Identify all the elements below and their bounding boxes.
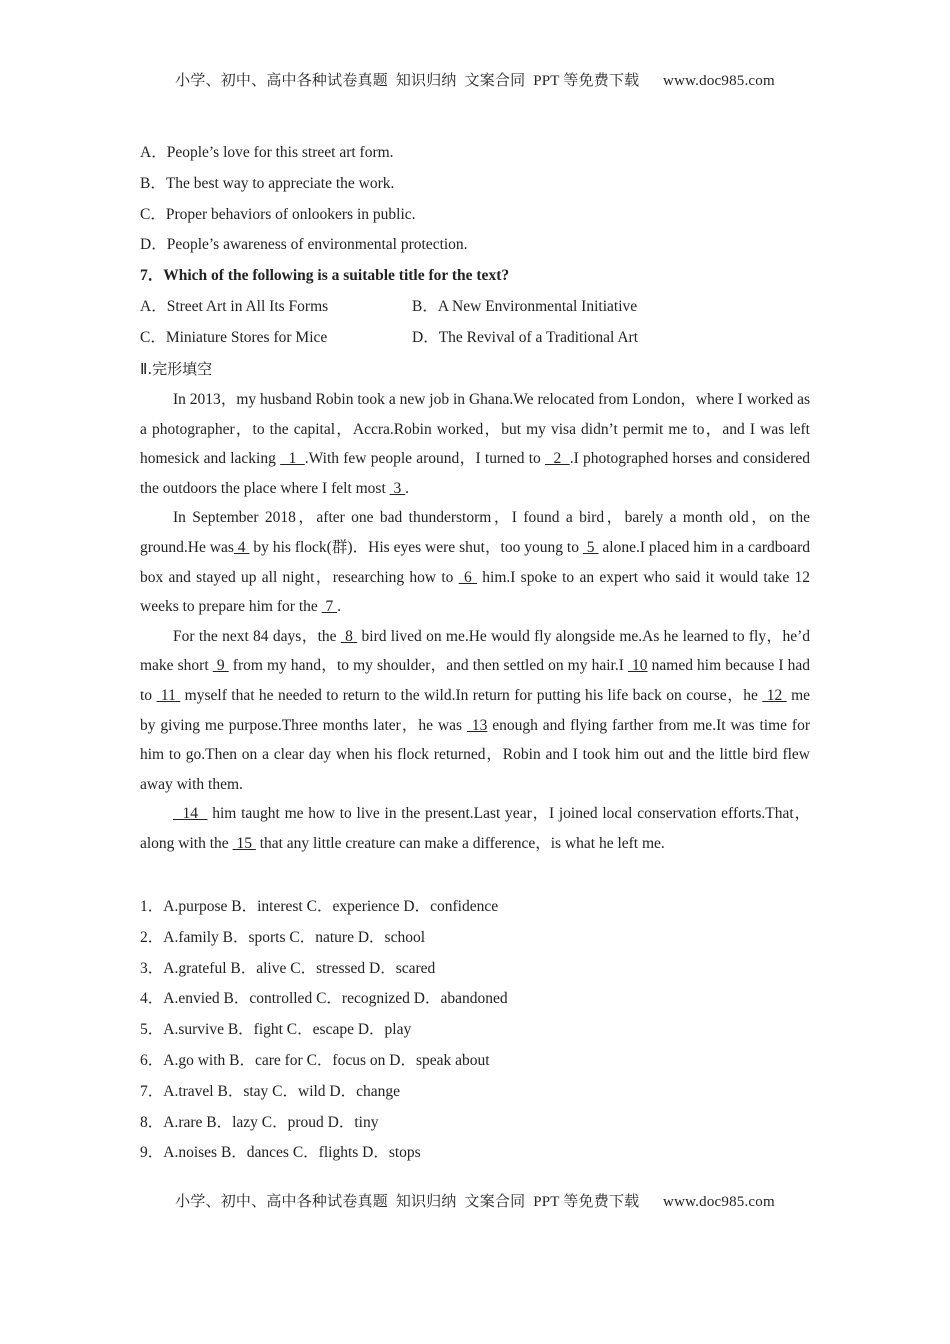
choice-row-8: 8．A.rare B．lazy C．proud D．tiny (140, 1113, 379, 1131)
blank-7: 7 (321, 598, 338, 616)
option-c: C．Miniature Stores for Mice (140, 328, 328, 346)
blank-5: 5 (582, 538, 599, 556)
paragraph-4: 14 him taught me how to live in the present.Last year，I joined local conservation efforts.That，along with the 15 that any little creature can make a difference，is what he left me. (140, 805, 811, 852)
cloze-passage (140, 385, 810, 859)
paragraph-2: In September 2018，after one bad thunderstorm，I found a bird，barely a month old，on the ground.He was 4 by his flock(群)．His eyes were shut，too young to 5 alone.I placed him in a cardboard box and stayed up all night，researching how to 6 him.I spoke to an expert who said it would take 12 weeks to prepare him for the 7 . (140, 509, 811, 616)
question-7-options-row-1 (140, 292, 810, 323)
option-c: C．Proper behaviors of onlookers in public. (140, 205, 416, 223)
blank-11: 11 (156, 686, 181, 704)
blank-2: 2 (545, 450, 570, 468)
cloze-choices (140, 892, 810, 1169)
option-b: B．A New Environmental Initiative (412, 297, 638, 315)
blank-9: 9 (212, 657, 229, 675)
blank-4: 4 (233, 538, 250, 556)
page-header: 小学、初中、高中各种试卷真题 知识归纳 文案合同 PPT 等免费下载 www.doc985.com (175, 73, 775, 89)
question-7-stem: 7．Which of the following is a suitable title for the text? (140, 267, 510, 285)
blank-10: 10 (627, 657, 648, 675)
option-b: B．The best way to appreciate the work. (140, 174, 395, 192)
choice-row-7: 7．A.travel B．stay C．wild D．change (140, 1082, 401, 1100)
paragraph-1: In 2013，my husband Robin took a new job in Ghana.We relocated from London，where I worked as a photographer，to the capital，Accra.Robin worked，but my visa didn’t permit me to，and I was left homesick and lacking 1 .With few people around，I turned to 2 .I photographed horses and considered the outdoors the place where I felt most 3 . (140, 391, 811, 497)
blank-8: 8 (340, 627, 358, 645)
section-title: Ⅱ.完形填空 (140, 359, 213, 378)
choice-row-4: 4．A.envied B．controlled C．recognized D．abandoned (140, 990, 508, 1008)
choice-row-1: 1．A.purpose B．interest C．experience D．confidence (140, 898, 499, 915)
blank-3: 3 (389, 479, 406, 497)
paragraph-3: For the next 84 days，the 8 bird lived on me.He would fly alongside me.As he learned to fly，he’d make short 9 from my hand，to my shoulder，and then settled on my hair.I 10 named him because I had to 11 myself that he needed to return to the wild.In return for putting his life back on course，he 12 me by giving me purpose.Three months later，he was 13 enough and flying farther from me.It was time for him to go.Then on a clear day when his flock returned，Robin and I took him out and the little bird flew away with them. (140, 627, 811, 793)
option-a: A．People’s love for this street art form. (140, 144, 394, 161)
blank-14: 14 (173, 805, 208, 823)
blank-1: 1 (280, 450, 305, 468)
page-footer: 小学、初中、高中各种试卷真题 知识归纳 文案合同 PPT 等免费下载 www.doc985.com (175, 1194, 775, 1210)
option-d: D．People’s awareness of environmental protection. (140, 236, 468, 254)
question-6-options (140, 138, 810, 384)
choice-row-5: 5．A.survive B．fight C．escape D．play (140, 1021, 412, 1039)
question-7-options-row-2 (140, 323, 810, 354)
choice-row-3: 3．A.grateful B．alive C．stressed D．scared (140, 959, 436, 977)
blank-6: 6 (458, 568, 477, 586)
choice-row-9: 9．A.noises B．dances C．flights D．stops (140, 1144, 421, 1162)
choice-row-2: 2．A.family B．sports C．nature D．school (140, 928, 426, 946)
blank-15: 15 (232, 834, 256, 852)
choice-row-6: 6．A.go with B．care for C．focus on D．speak about (140, 1051, 490, 1069)
option-d: D．The Revival of a Traditional Art (412, 328, 639, 346)
blank-12: 12 (762, 686, 787, 704)
blank-13: 13 (466, 716, 488, 734)
option-a: A．Street Art in All Its Forms (140, 297, 329, 315)
